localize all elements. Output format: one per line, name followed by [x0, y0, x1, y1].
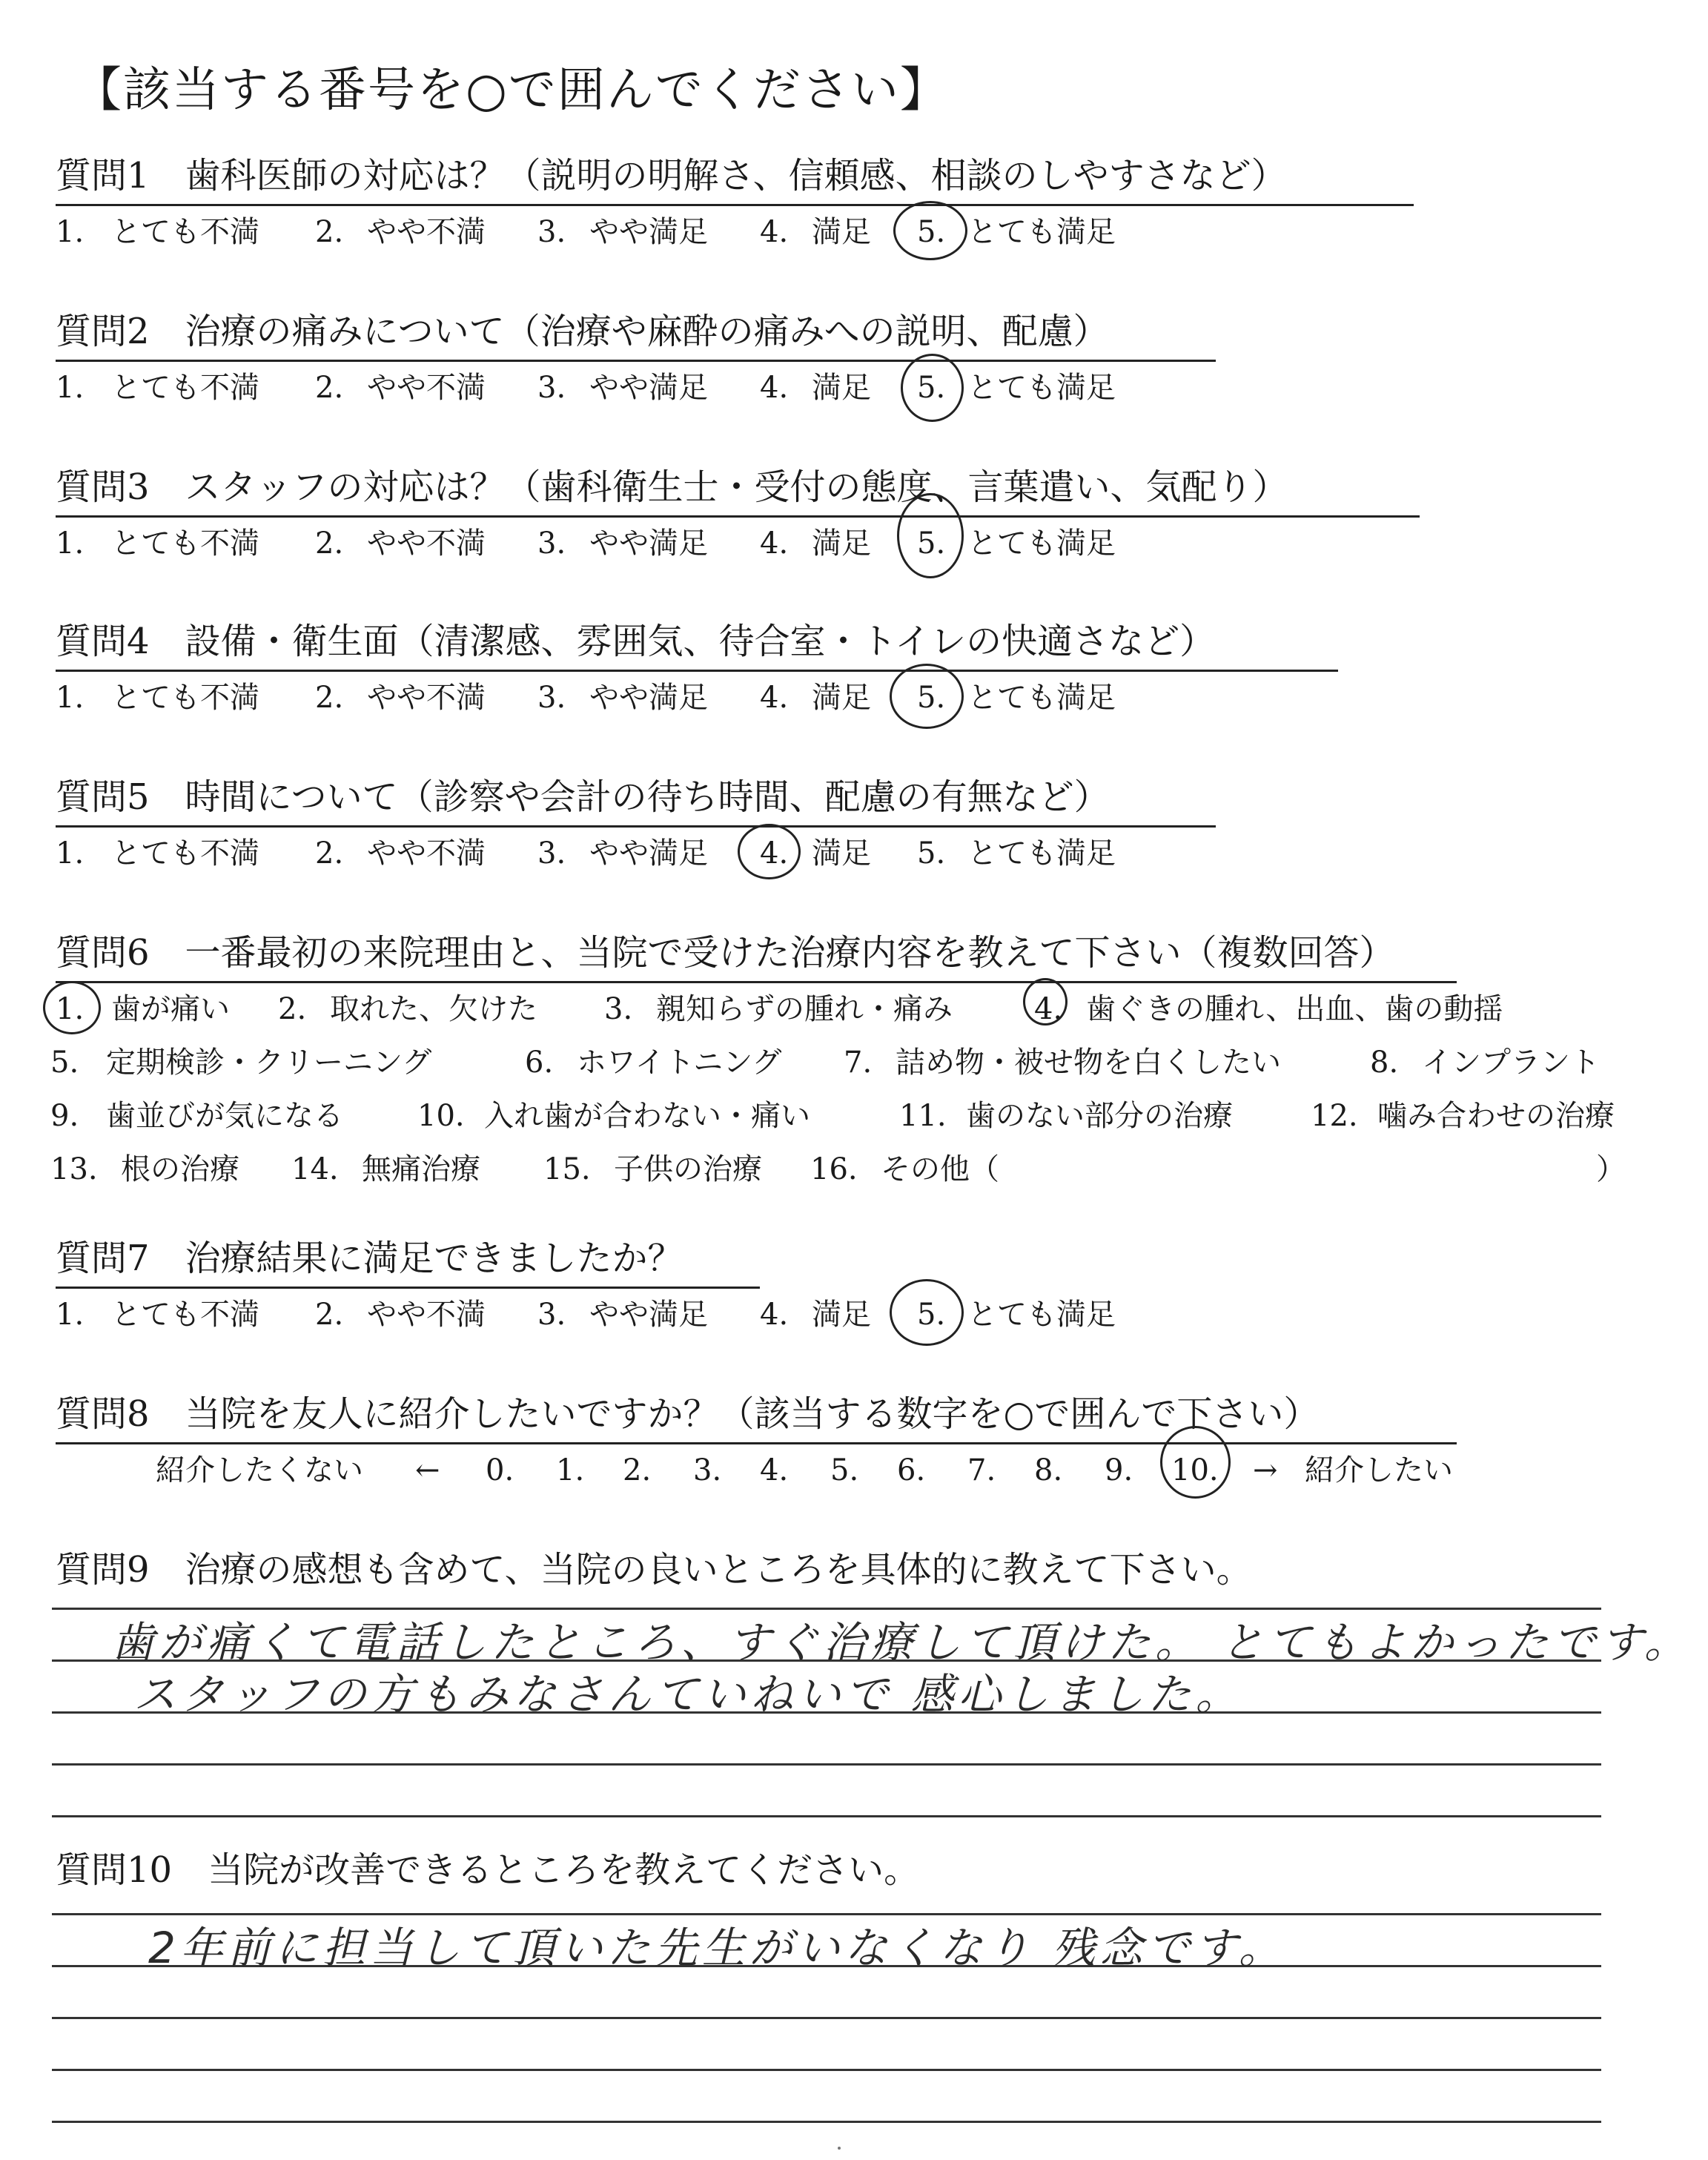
q8-score-1[interactable]: 1.	[556, 1453, 585, 1487]
q1-opt3-num[interactable]: 3.	[537, 215, 566, 249]
q6-opt13-text: 根の治療	[121, 1152, 239, 1186]
q10-ruled-line-5	[52, 2121, 1601, 2123]
question-5-options	[56, 833, 1242, 877]
question-1-options	[56, 211, 1242, 256]
q3-opt3-num[interactable]: 3.	[537, 526, 566, 561]
q8-selected-circle	[1160, 1426, 1231, 1499]
q8-right-label: 紹介したい	[1305, 1453, 1453, 1487]
q8-arrow-right: →	[1253, 1453, 1278, 1487]
q6-opt7-text: 詰め物・被せ物を白くしたい	[896, 1046, 1281, 1080]
q9-ruled-line-4	[52, 1763, 1601, 1766]
q8-score-9[interactable]: 9.	[1105, 1453, 1133, 1487]
q4-opt2-num[interactable]: 2.	[315, 681, 344, 715]
question-9-label: 質問9 治療の感想も含めて、当院の良いところを具体的に教えて下さい。	[56, 1549, 1252, 1591]
q6-opt2-num[interactable]: 2.	[278, 992, 307, 1026]
q6-opt10-text: 入れ歯が合わない・痛い	[484, 1099, 810, 1133]
q7-opt4-text: 満足	[812, 1298, 871, 1332]
q10-ruled-line-3	[52, 2017, 1601, 2019]
q6-opt12-num[interactable]: 12.	[1311, 1099, 1358, 1133]
q8-score-0[interactable]: 0.	[486, 1453, 514, 1487]
q9-answer-line-1[interactable]: 歯が痛くて電話したところ、すぐ治療して頂けた。 とてもよかったです。	[111, 1617, 1692, 1668]
q3-opt1-text: とても不満	[111, 526, 259, 561]
q8-score-2[interactable]: 2.	[623, 1453, 652, 1487]
q1-opt5-text: とても満足	[967, 215, 1116, 249]
q6-opt15-text: 子供の治療	[614, 1152, 762, 1186]
q6-opt9-num[interactable]: 9.	[50, 1099, 79, 1133]
q6-opt4-num[interactable]: 4.	[1034, 992, 1063, 1026]
q5-opt1-text: とても不満	[111, 836, 259, 871]
question-6-row-4	[50, 1149, 1674, 1193]
q3-selected-circle	[897, 493, 964, 578]
q5-opt4-num[interactable]: 4.	[760, 836, 789, 871]
q6-opt11-num[interactable]: 11.	[899, 1099, 947, 1133]
q6-selected-circle-4	[1023, 978, 1068, 1025]
q6-opt9-text: 歯並びが気になる	[106, 1099, 343, 1133]
q3-opt4-text: 満足	[812, 526, 871, 561]
q1-opt4-num[interactable]: 4.	[760, 215, 789, 249]
q4-selected-circle	[890, 664, 964, 729]
question-6-row-1	[50, 988, 1674, 1033]
q6-opt3-num[interactable]: 3.	[604, 992, 633, 1026]
q6-opt6-text: ホワイトニング	[577, 1046, 782, 1080]
q4-opt1-text: とても不満	[111, 681, 259, 715]
q9-answer-line-2[interactable]: スタッフの方もみなさんていねいで 感心しました。	[133, 1669, 1243, 1720]
question-7-label: 質問7 治療結果に満足できましたか？	[56, 1235, 760, 1289]
q2-opt1-text: とても不満	[111, 371, 259, 405]
question-8-scale	[156, 1450, 1490, 1494]
q4-opt5-num[interactable]: 5.	[917, 681, 946, 715]
q9-ruled-line-5	[52, 1815, 1601, 1817]
q2-opt1-num[interactable]: 1.	[56, 371, 85, 405]
q6-opt4-text: 歯ぐきの腫れ、出血、歯の動揺	[1086, 992, 1503, 1026]
q6-opt13-num[interactable]: 13.	[50, 1152, 98, 1186]
q2-selected-circle	[901, 354, 964, 422]
q1-opt2-num[interactable]: 2.	[315, 215, 344, 249]
q2-opt4-num[interactable]: 4.	[760, 371, 789, 405]
q5-selected-circle	[738, 824, 801, 879]
question-2-label: 質問2 治療の痛みについて（治療や麻酔の痛みへの説明、配慮）	[56, 308, 1216, 362]
q6-opt1-text: 歯が痛い	[111, 992, 230, 1026]
q10-ruled-line-4	[52, 2069, 1601, 2071]
q4-opt5-text: とても満足	[967, 681, 1116, 715]
q3-opt5-num[interactable]: 5.	[917, 526, 946, 561]
q7-opt1-text: とても不満	[111, 1298, 259, 1332]
q6-opt2-text: 取れた、欠けた	[330, 992, 537, 1026]
q3-opt2-num[interactable]: 2.	[315, 526, 344, 561]
q7-selected-circle	[890, 1279, 964, 1346]
q8-score-6[interactable]: 6.	[897, 1453, 926, 1487]
q6-opt15-num[interactable]: 15.	[543, 1152, 591, 1186]
q6-opt16-close-paren: ）	[1596, 1152, 1626, 1186]
question-6-row-3	[50, 1095, 1696, 1140]
q6-opt8-text: インプラント	[1422, 1046, 1600, 1080]
q6-opt1-num[interactable]: 1.	[56, 992, 85, 1026]
q5-opt2-num[interactable]: 2.	[315, 836, 344, 871]
q4-opt4-text: 満足	[812, 681, 871, 715]
question-5-label: 質問5 時間について（診察や会計の待ち時間、配慮の有無など）	[56, 773, 1216, 828]
q10-answer-line-1[interactable]: 2年前に担当して頂いた先生がいなくなり 残念です。	[148, 1923, 1286, 1973]
q7-opt3-text: やや満足	[589, 1298, 708, 1332]
q7-opt5-text: とても満足	[967, 1298, 1116, 1332]
q6-opt7-num[interactable]: 7.	[844, 1046, 873, 1080]
scan-dot	[838, 2147, 841, 2150]
q6-opt3-text: 親知らずの腫れ・痛み	[656, 992, 953, 1026]
q2-opt4-text: 満足	[812, 371, 871, 405]
question-3-options	[56, 523, 1242, 567]
q8-score-3[interactable]: 3.	[693, 1453, 722, 1487]
q6-selected-circle-1	[43, 981, 101, 1034]
q3-opt3-text: やや満足	[589, 526, 708, 561]
question-4-options	[56, 677, 1242, 721]
q6-opt11-text: 歯のない部分の治療	[966, 1099, 1233, 1133]
q6-opt6-num[interactable]: 6.	[525, 1046, 554, 1080]
question-4-label: 質問4 設備・衛生面（清潔感、雰囲気、待合室・トイレの快適さなど）	[56, 618, 1338, 672]
q6-opt16-text: その他（	[881, 1152, 999, 1186]
q8-score-4[interactable]: 4.	[760, 1453, 789, 1487]
q8-score-8[interactable]: 8.	[1034, 1453, 1063, 1487]
q5-opt1-num[interactable]: 1.	[56, 836, 85, 871]
q3-opt1-num[interactable]: 1.	[56, 526, 85, 561]
q6-opt5-num[interactable]: 5.	[50, 1046, 79, 1080]
question-1-label: 質問1 歯科医師の対応は？（説明の明解さ、信頼感、相談のしやすさなど）	[56, 152, 1414, 206]
q3-opt4-num[interactable]: 4.	[760, 526, 789, 561]
q7-opt2-text: やや不満	[367, 1298, 486, 1332]
q1-selected-circle	[893, 201, 967, 260]
q2-opt5-num[interactable]: 5.	[917, 371, 946, 405]
q2-opt2-text: やや不満	[367, 371, 486, 405]
question-6-label: 質問6 一番最初の来院理由と、当院で受けた治療内容を教えて下さい（複数回答）	[56, 929, 1457, 983]
q7-opt4-num[interactable]: 4.	[760, 1298, 789, 1332]
q4-opt2-text: やや不満	[367, 681, 486, 715]
q1-opt5-num[interactable]: 5.	[917, 215, 946, 249]
q8-score-5[interactable]: 5.	[830, 1453, 859, 1487]
q8-arrow-left: ←	[415, 1453, 440, 1487]
q1-opt1-text: とても不満	[111, 215, 259, 249]
q5-opt2-text: やや不満	[367, 836, 486, 871]
q4-opt4-num[interactable]: 4.	[760, 681, 789, 715]
question-2-options	[56, 367, 1242, 412]
q1-opt3-text: やや満足	[589, 215, 708, 249]
q7-opt5-num[interactable]: 5.	[917, 1298, 946, 1332]
q8-left-label: 紹介したくない	[156, 1453, 363, 1487]
q8-score-10[interactable]: 10.	[1171, 1453, 1219, 1487]
q1-opt1-num[interactable]: 1.	[56, 215, 85, 249]
q4-opt3-text: やや満足	[589, 681, 708, 715]
q5-opt5-num[interactable]: 5.	[917, 836, 946, 871]
q7-opt3-num[interactable]: 3.	[537, 1298, 566, 1332]
q6-opt5-text: 定期検診・クリーニング	[106, 1046, 432, 1080]
question-7-options	[56, 1294, 1242, 1338]
q4-opt3-num[interactable]: 3.	[537, 681, 566, 715]
question-6-row-2	[50, 1042, 1674, 1086]
q1-opt2-text: やや不満	[367, 215, 486, 249]
q6-opt10-num[interactable]: 10.	[417, 1099, 465, 1133]
question-8-label: 質問8 当院を友人に紹介したいですか？（該当する数字を○で囲んで下さい）	[56, 1390, 1457, 1444]
q5-opt4-text: 満足	[812, 836, 871, 871]
q7-opt1-num[interactable]: 1.	[56, 1298, 85, 1332]
q2-opt5-text: とても満足	[967, 371, 1116, 405]
q3-opt5-text: とても満足	[967, 526, 1116, 561]
q6-opt8-num[interactable]: 8.	[1370, 1046, 1399, 1080]
q5-opt3-text: やや満足	[589, 836, 708, 871]
q8-score-7[interactable]: 7.	[967, 1453, 996, 1487]
question-10-label: 質問10 当院が改善できるところを教えてください。	[56, 1849, 920, 1891]
q1-opt4-text: 満足	[812, 215, 871, 249]
q6-opt12-text: 噛み合わせの治療	[1377, 1099, 1615, 1133]
form-title: 【該当する番号を○で囲んでください】	[74, 63, 949, 118]
q6-opt16-num[interactable]: 16.	[810, 1152, 858, 1186]
q2-opt2-num[interactable]: 2.	[315, 371, 344, 405]
q2-opt3-num[interactable]: 3.	[537, 371, 566, 405]
q7-opt2-num[interactable]: 2.	[315, 1298, 344, 1332]
q3-opt2-text: やや不満	[367, 526, 486, 561]
q6-opt14-text: 無痛治療	[362, 1152, 480, 1186]
q4-opt1-num[interactable]: 1.	[56, 681, 85, 715]
q5-opt5-text: とても満足	[967, 836, 1116, 871]
q2-opt3-text: やや満足	[589, 371, 708, 405]
q6-opt14-num[interactable]: 14.	[291, 1152, 339, 1186]
question-3-label: 質問3 スタッフの対応は？（歯科衛生士・受付の態度、言葉遣い、気配り）	[56, 463, 1420, 518]
q5-opt3-num[interactable]: 3.	[537, 836, 566, 871]
